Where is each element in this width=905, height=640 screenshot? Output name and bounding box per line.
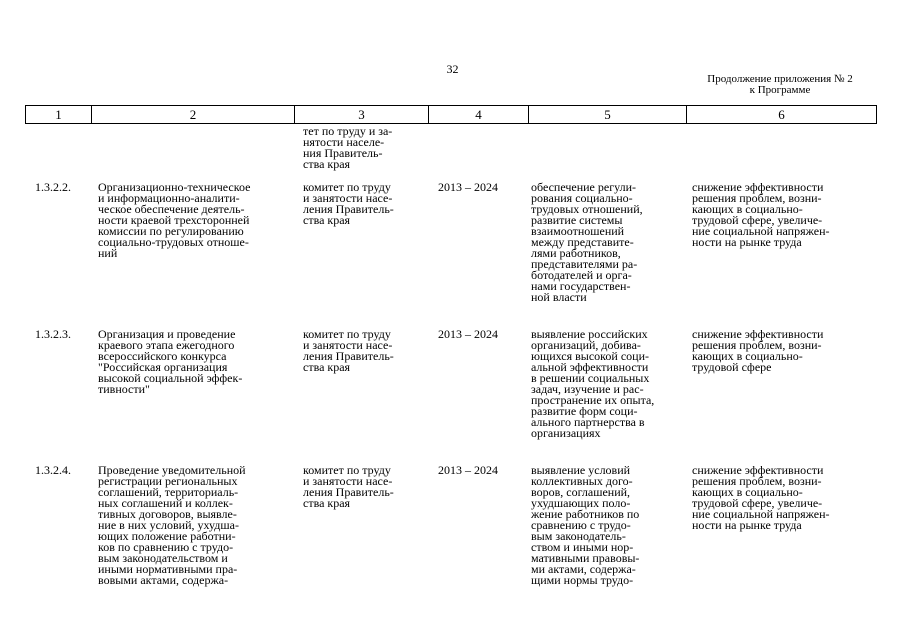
header-col-2: 2 <box>189 107 197 122</box>
consequence: снижение эффективности решения проблем, возни- кающих в социально- трудовой сфере, увеличе- ние социальной напряжен- ности на рынке труда <box>692 463 830 532</box>
row-number: 1.3.2.2. <box>35 180 71 194</box>
expected-result: обеспечение регули- рования социально- трудовых отношений, развитие системы взаимоотношений между представите- лями работников, представителями ра- ботодателей и орга- нами государствен- ной власти <box>531 180 643 304</box>
carryover-executor: тет по труду и за- нятости населе- ния Правитель- ства края <box>303 124 393 171</box>
row-number: 1.3.2.4. <box>35 463 71 477</box>
row-number: 1.3.2.3. <box>35 327 71 341</box>
executor: комитет по труду и занятости насе- ления Правитель- ства края <box>303 327 394 374</box>
activity-name: Проведение уведомительной регистрации региональных соглашений, территориаль- ных соглашений и коллек- тивных договоров, выявле- ние в них условий, ухудша- ющих положение работни- ков по сравнению с трудо- вым законодательством и иными нормативными пра- вовыми актами, содержа- <box>98 463 246 587</box>
executor: комитет по труду и занятости насе- ления Правитель- ства края <box>303 463 394 510</box>
page-number: 32 <box>446 62 459 76</box>
header-col-1: 1 <box>55 107 62 122</box>
executor: комитет по труду и занятости насе- ления Правитель- ства края <box>303 180 394 227</box>
activity-name: Организация и проведение краевого этапа ежегодного всероссийского конкурса "Российская организация высокой социальной эффек- тивности" <box>98 327 243 396</box>
expected-result: выявление российских организаций, добива- ющихся высокой соци- альной эффективности в решении социальных задач, изучение и рас- пространение их опыта, развитие форм соци- ального партнерства в организациях <box>531 327 655 440</box>
activity-name: Организационно-техническое и информационно-аналити- ческое обеспечение деятель- ности краевой трехсторонней комиссии по регулированию социально-трудовых отноше- ний <box>98 180 251 260</box>
header-col-5: 5 <box>604 107 611 122</box>
consequence: снижение эффективности решения проблем, возни- кающих в социально- трудовой сфере, увеличе- ние социальной напряжен- ности на рынке труда <box>692 180 830 249</box>
consequence: снижение эффективности решения проблем, возни- кающих в социально- трудовой сфере <box>692 327 824 374</box>
appendix-caption-line-2: к Программе <box>749 84 811 96</box>
period: 2013 – 2024 <box>438 463 498 477</box>
header-col-6: 6 <box>778 107 785 122</box>
period: 2013 – 2024 <box>438 180 498 194</box>
appendix-caption-line-1: Продолжение приложения № 2 <box>707 73 853 85</box>
header-col-4: 4 <box>475 107 482 122</box>
expected-result: выявление условий коллективных дого- воров, соглашений, ухудшающих поло- жение работников по сравнению с трудо- вым законодатель- ством и иными нор- мативными правовы- ми актами, содержа- щими нормы трудо- <box>531 463 640 587</box>
header-col-3: 3 <box>358 107 365 122</box>
period: 2013 – 2024 <box>438 327 498 341</box>
appendix-caption <box>690 74 870 96</box>
table-header <box>25 105 877 124</box>
